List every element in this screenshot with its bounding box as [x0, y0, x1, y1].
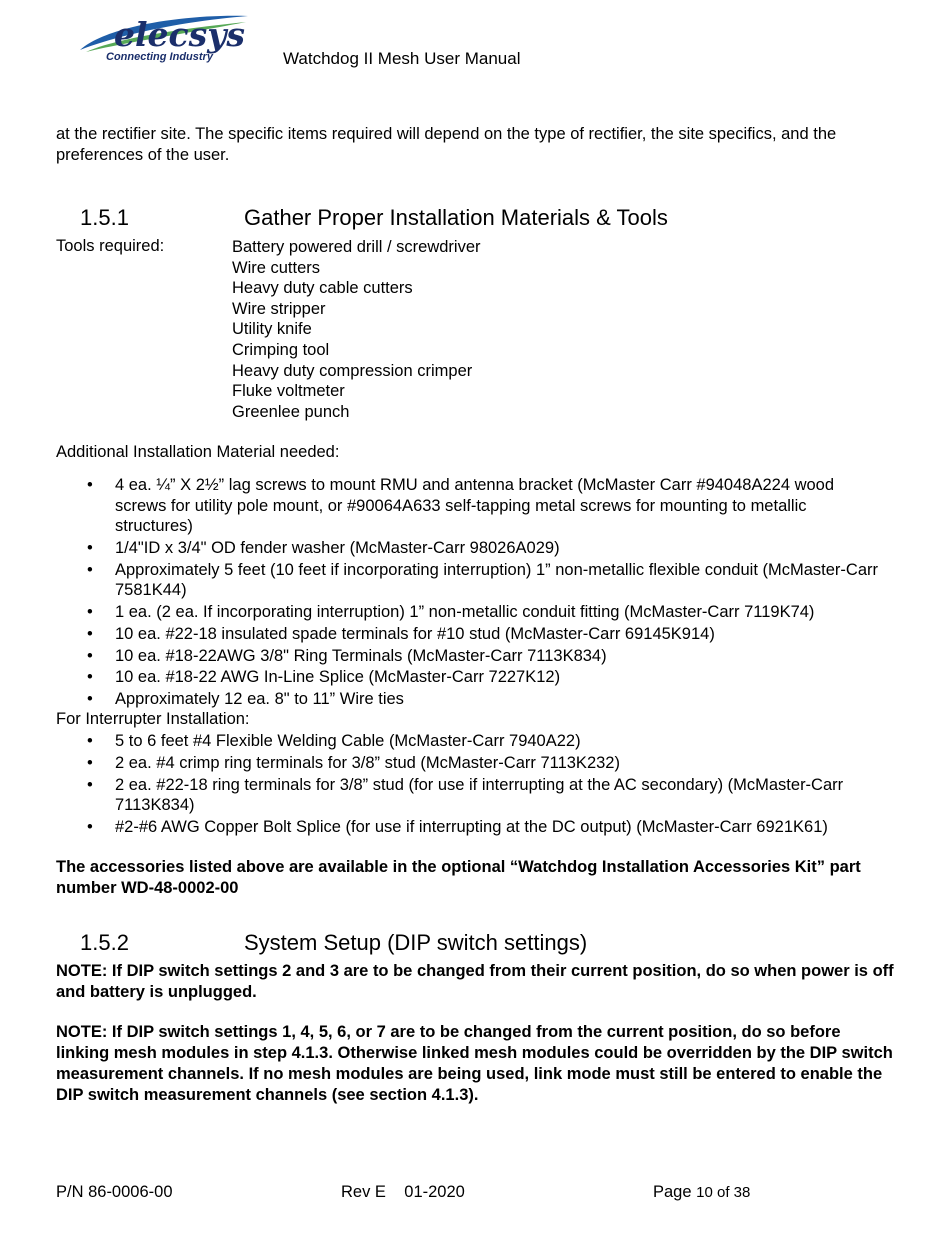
interrupter-material-list: [56, 731, 886, 839]
tool-item: Wire stripper: [232, 299, 326, 318]
footer-part-number: P/N 86-0006-00: [56, 1183, 173, 1201]
tool-item: Utility knife: [232, 320, 312, 339]
material-item: • 10 ea. #18-22 AWG In-Line Splice (McMaster-Carr 7227K12): [56, 667, 886, 688]
interrupter-installation-label: For Interrupter Installation:: [56, 710, 250, 728]
accessories-kit-note: The accessories listed above are available in the optional “Watchdog Installation Accessories Kit” part number WD-48-0002-00: [56, 858, 861, 897]
tools-list: [232, 237, 481, 422]
section-number: 1.5.2: [80, 930, 129, 955]
page-label: Page: [653, 1183, 692, 1201]
section-title: System Setup (DIP switch settings): [244, 930, 588, 955]
section-heading-1-5-1: [80, 205, 668, 231]
interrupter-item: • #2-#6 AWG Copper Bolt Splice (for use if interrupting at the DC output) (McMaster-Carr 6921K61): [56, 817, 886, 838]
elecsys-logo: [76, 8, 256, 66]
footer-page-number: [653, 1183, 750, 1202]
intro-paragraph: at the rectifier site. The specific items required will depend on the type of rectifier, the site specifics, and the preferences of the user.: [56, 125, 837, 164]
material-item: • 1/4"ID x 3/4" OD fender washer (McMaster-Carr 98026A029): [56, 538, 886, 559]
material-item: • 1 ea. (2 ea. If incorporating interruption) 1” non-metallic conduit fitting (McMaster-Carr 7119K74): [56, 602, 886, 623]
svg-text:Connecting Industry: Connecting Industry: [106, 51, 213, 63]
section-title: Gather Proper Installation Materials & Tools: [244, 205, 668, 230]
page-count: 10 of 38: [696, 1184, 751, 1201]
material-item: • Approximately 12 ea. 8" to 11” Wire ties: [56, 689, 886, 710]
tool-item: Battery powered drill / screwdriver: [232, 238, 481, 256]
interrupter-item: • 2 ea. #4 crimp ring terminals for 3/8” stud (McMaster-Carr 7113K232): [56, 753, 886, 774]
tool-item: Wire cutters: [232, 258, 321, 277]
material-item: • 4 ea. ¼” X 2½” lag screws to mount RMU and antenna bracket (McMaster Carr #94048A224 wood screws for utility pole mount, or #90064A633 self-tapping metal screws for mounting to metallic structures): [56, 475, 886, 537]
interrupter-item: • 2 ea. #22-18 ring terminals for 3/8” stud (for use if interrupting at the AC secondary) (McMaster-Carr 7113K834): [56, 775, 886, 816]
interrupter-item: • 5 to 6 feet #4 Flexible Welding Cable (McMaster-Carr 7940A22): [56, 731, 886, 752]
dip-switch-note-2: NOTE: If DIP switch settings 1, 4, 5, 6, or 7 are to be changed from the current position, do so before linking mesh modules in step 4.1.3. Otherwise linked mesh modules could be overridden by the DIP switch measurement channels. If no mesh modules are being used, link mode must still be entered to enable the DIP switch measurement channels (see section 4.1.3).: [56, 1023, 893, 1104]
section-heading-1-5-2: [80, 930, 587, 956]
tool-item: Fluke voltmeter: [232, 382, 345, 401]
additional-material-list: [56, 475, 886, 711]
material-item: • 10 ea. #22-18 insulated spade terminals for #10 stud (McMaster-Carr 69145K914): [56, 624, 886, 645]
tool-item: Crimping tool: [232, 340, 330, 359]
svg-text:elecsys: elecsys: [114, 15, 245, 54]
dip-switch-note-1: NOTE: If DIP switch settings 2 and 3 are to be changed from their current position, do so when power is off and battery is unplugged.: [56, 962, 894, 1001]
document-title: Watchdog II Mesh User Manual: [283, 49, 521, 68]
footer-revision: Rev E 01-2020: [341, 1183, 465, 1201]
tool-item: Heavy duty compression crimper: [232, 361, 473, 380]
section-number: 1.5.1: [80, 205, 129, 230]
tool-item: Greenlee punch: [232, 402, 350, 421]
material-item: • 10 ea. #18-22AWG 3/8" Ring Terminals (McMaster-Carr 7113K834): [56, 646, 886, 667]
tool-item: Heavy duty cable cutters: [232, 279, 413, 298]
additional-material-label: Additional Installation Material needed:: [56, 443, 340, 461]
tools-required-label: Tools required:: [56, 237, 165, 255]
material-item: • Approximately 5 feet (10 feet if incorporating interruption) 1” non-metallic flexible conduit (McMaster-Carr 7581K44): [56, 560, 886, 601]
